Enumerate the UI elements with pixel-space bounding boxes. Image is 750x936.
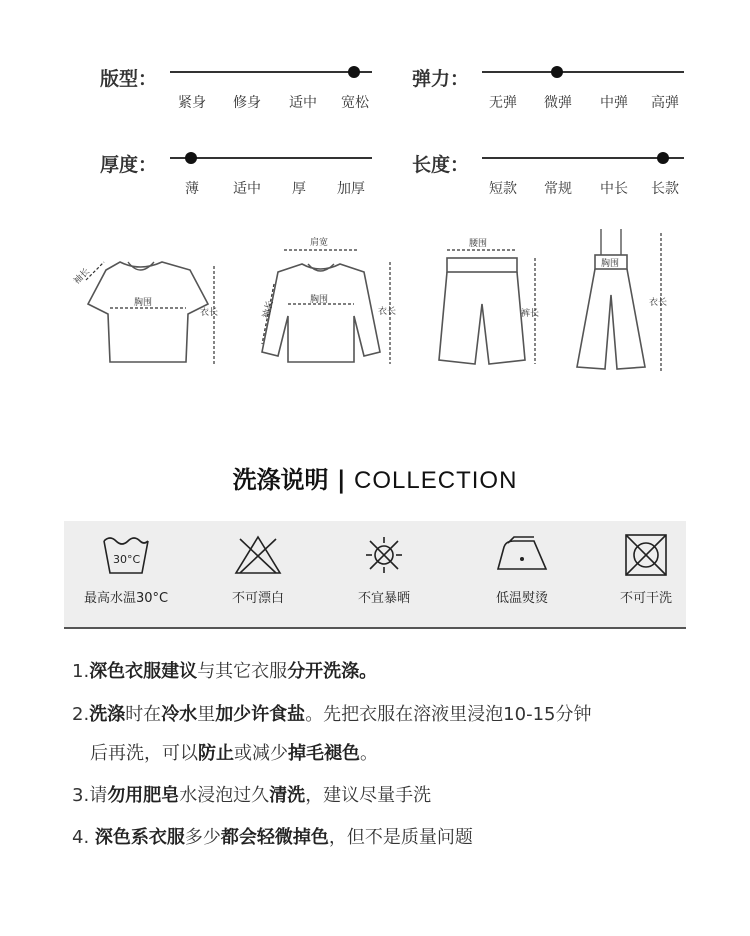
- scale-length-marker: [657, 152, 669, 164]
- instruction-text: 请: [89, 785, 108, 806]
- shorts-length-label: 裤长: [521, 309, 540, 319]
- care-label: 低温熨烫: [495, 591, 548, 606]
- tshirt-length-label: 衣长: [200, 308, 219, 318]
- scale-elasticity-label: 弹力：: [412, 68, 470, 90]
- instruction-text: 。: [360, 743, 378, 764]
- instruction-emphasis: 深色衣服建议: [89, 661, 198, 682]
- care-item-dryclean: [584, 521, 708, 627]
- no-bleach-icon: [232, 533, 284, 581]
- care-panel: [64, 521, 686, 627]
- scale-thickness-track: [170, 157, 372, 159]
- section-title: [0, 460, 750, 495]
- instruction-number: 1.: [72, 661, 90, 682]
- instruction-line: [72, 781, 431, 807]
- no-sun-icon: [358, 533, 410, 581]
- low-iron-icon: [494, 533, 550, 581]
- care-label: 不宜暴晒: [357, 591, 410, 606]
- instruction-text: ，建议尽量手洗: [305, 785, 432, 806]
- scale-fit-option: 紧身: [178, 95, 206, 111]
- instruction-text: 与其它衣服: [197, 661, 288, 682]
- instruction-number: 2.: [72, 704, 90, 725]
- sweater-shoulder-label: 肩宽: [310, 238, 329, 248]
- instruction-line: [90, 739, 378, 765]
- instruction-emphasis: 防止: [198, 743, 234, 764]
- scale-thickness-option: 适中: [233, 181, 261, 197]
- instruction-emphasis: 洗涤: [89, 704, 126, 725]
- instruction-emphasis: 分开洗涤。: [287, 661, 378, 682]
- scale-elasticity-track: [482, 71, 684, 73]
- scale-length-option: 中长: [600, 181, 628, 197]
- instruction-emphasis: 深色系衣服: [94, 827, 185, 848]
- instruction-text: 。先把衣服在溶液里浸泡10-15分钟: [305, 704, 592, 725]
- sweater-diagram: [240, 232, 400, 372]
- instruction-emphasis: 掉毛褪色: [288, 743, 360, 764]
- tshirt-diagram: [70, 240, 230, 380]
- scale-fit-option: 适中: [289, 95, 317, 111]
- scale-fit-option: 宽松: [341, 95, 369, 111]
- scale-thickness-option: 加厚: [337, 181, 365, 197]
- instruction-emphasis: 加少许食盐: [215, 704, 306, 725]
- care-item-wash: [64, 521, 188, 627]
- shorts-diagram: [425, 232, 545, 372]
- care-label: 不可干洗: [619, 591, 672, 606]
- wash-30-icon: [100, 533, 152, 581]
- scale-thickness-marker: [185, 152, 197, 164]
- scale-length-label: 长度：: [412, 154, 470, 176]
- instruction-number: 4.: [72, 827, 95, 848]
- instruction-line: [72, 700, 592, 726]
- scale-length-option: 长款: [651, 181, 679, 197]
- scale-thickness-label: 厚度：: [100, 154, 158, 176]
- scale-length-option: 短款: [489, 181, 517, 197]
- care-item-bleach: [196, 521, 320, 627]
- wash-temp-text: 30°C: [113, 553, 141, 566]
- scale-elasticity-option: 微弹: [544, 95, 572, 111]
- instruction-emphasis: 清洗: [269, 785, 306, 806]
- instruction-text: 多少: [184, 827, 221, 848]
- sweater-sleeve-label: 袖长: [261, 299, 276, 320]
- scale-length-option: 常规: [544, 181, 572, 197]
- care-label: 不可漂白: [231, 591, 284, 606]
- instruction-line: [72, 823, 473, 849]
- overalls-diagram: [565, 225, 685, 375]
- scale-fit-label: 版型：: [100, 68, 158, 90]
- scale-thickness-option: 厚: [292, 181, 306, 197]
- scale-elasticity-option: 无弹: [489, 95, 517, 111]
- overalls-length-label: 衣长: [649, 298, 668, 308]
- instruction-text: 时在: [125, 704, 162, 725]
- instruction-text: 水浸泡过久: [179, 785, 270, 806]
- shorts-waist-label: 腰围: [469, 239, 488, 249]
- overalls-chest-label: 胸围: [601, 259, 620, 269]
- instruction-emphasis: 勿用肥皂: [107, 785, 180, 806]
- care-item-sun: [322, 521, 446, 627]
- scale-elasticity-option: 高弹: [651, 95, 679, 111]
- scale-elasticity-marker: [551, 66, 563, 78]
- scale-elasticity-option: 中弹: [600, 95, 628, 111]
- section-title-en: COLLECTION: [354, 467, 518, 494]
- section-title-separator: |: [336, 466, 346, 494]
- instruction-text: 或减少: [234, 743, 288, 764]
- sweater-length-label: 衣长: [378, 307, 397, 317]
- sweater-chest-label: 胸围: [310, 295, 329, 305]
- instruction-emphasis: 都会轻微掉色: [220, 827, 329, 848]
- care-label: 最高水温30°C: [83, 591, 169, 606]
- no-dry-clean-icon: [620, 533, 672, 581]
- scale-fit-track: [170, 71, 372, 73]
- care-divider: [64, 627, 686, 629]
- section-title-cn: 洗涤说明: [232, 466, 329, 494]
- instruction-text: ，但不是质量问题: [328, 827, 473, 848]
- instruction-number: 3.: [72, 785, 90, 806]
- scale-fit-option: 修身: [233, 95, 261, 111]
- instruction-line: [72, 657, 377, 683]
- care-item-iron: [460, 521, 584, 627]
- scale-length-track: [482, 157, 684, 159]
- instruction-emphasis: 冷水: [161, 704, 198, 725]
- instruction-text: 后再洗，可以: [90, 743, 198, 764]
- scale-fit-marker: [348, 66, 360, 78]
- scale-thickness-option: 薄: [185, 181, 199, 197]
- instruction-text: 里: [197, 704, 216, 725]
- tshirt-sleeve-label: 袖长: [72, 266, 93, 287]
- tshirt-chest-label: 胸围: [134, 298, 153, 308]
